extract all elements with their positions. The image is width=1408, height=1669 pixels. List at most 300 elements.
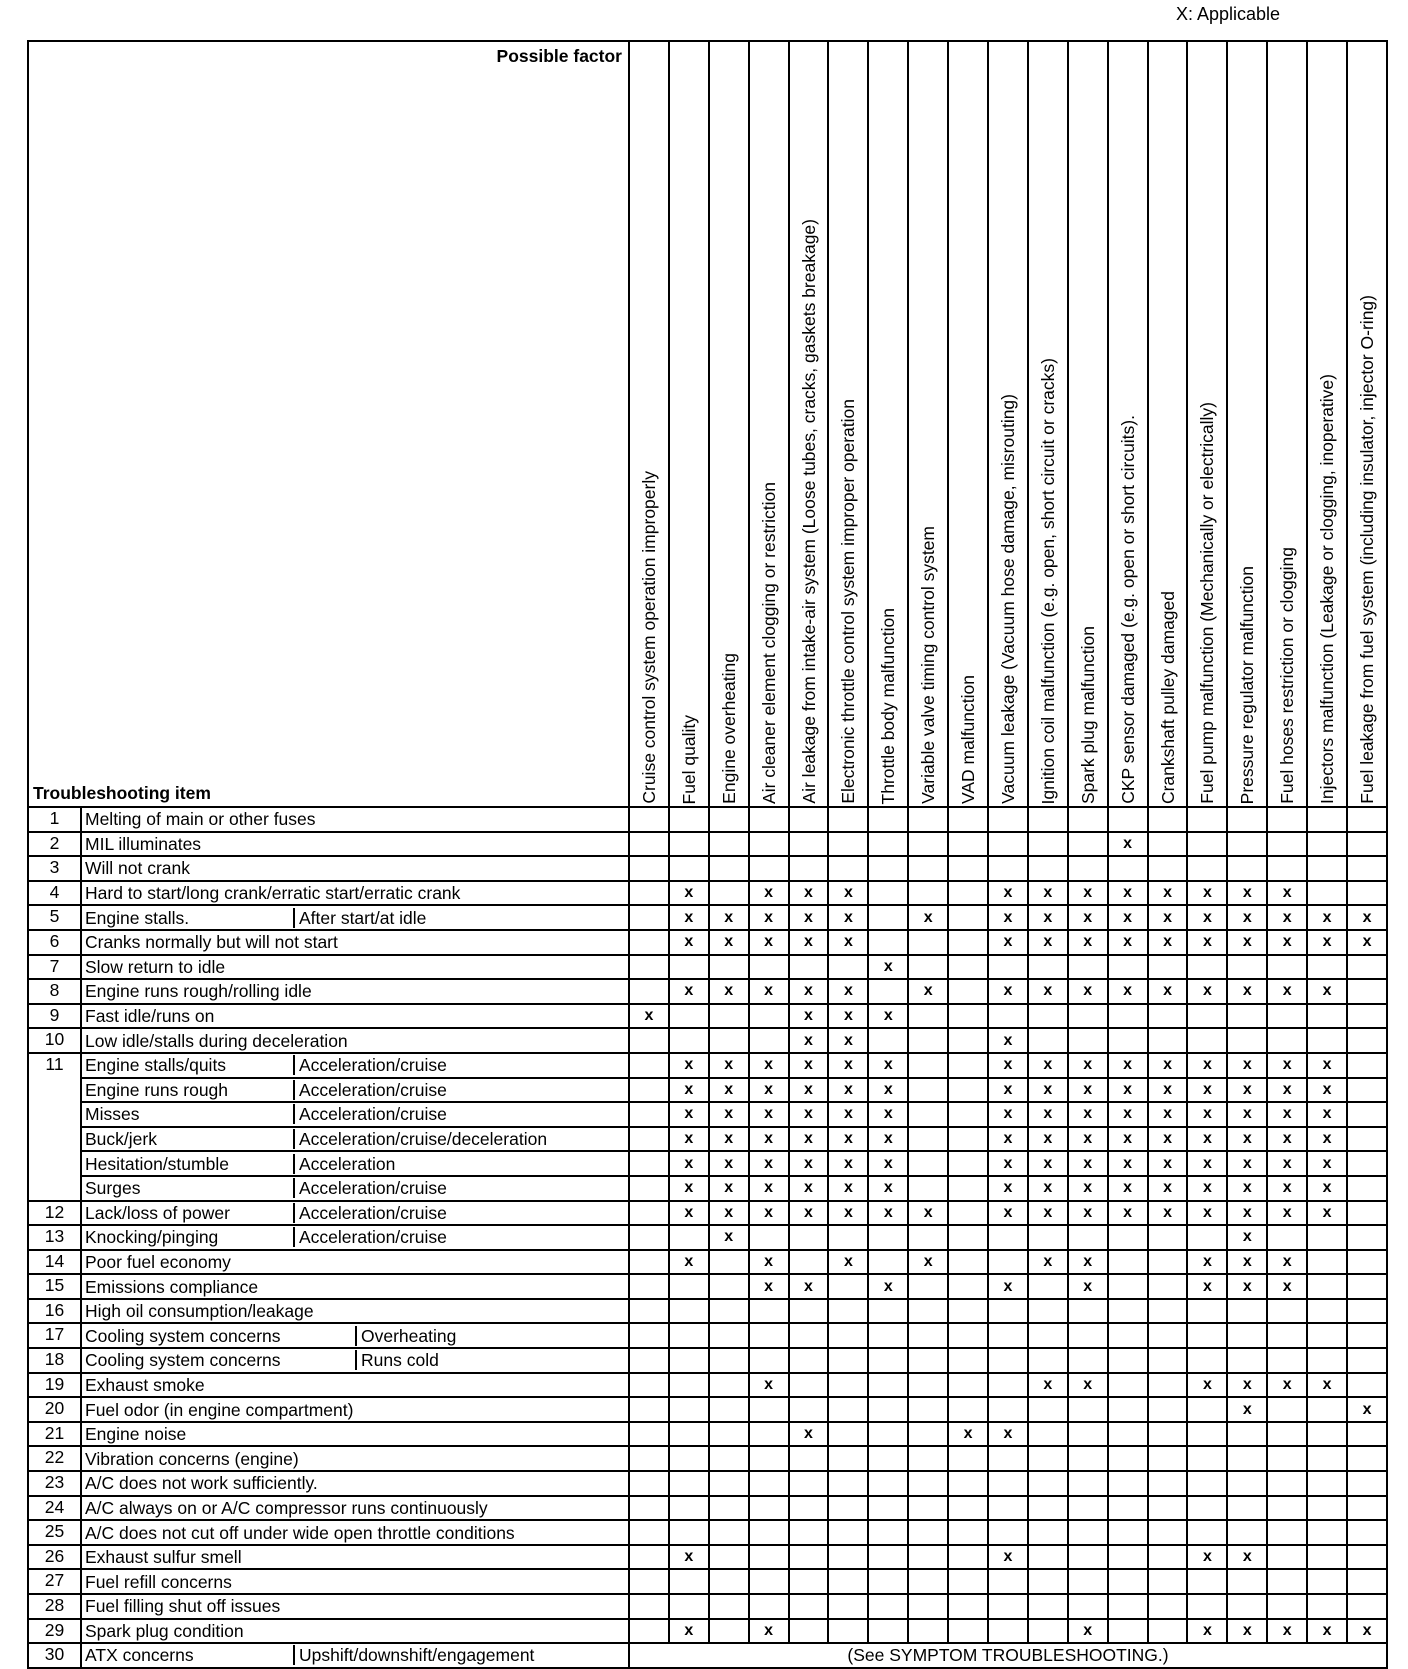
- table-row: [28, 881, 1387, 906]
- applicability-cell: [669, 1446, 709, 1471]
- row-number: 6: [28, 930, 81, 955]
- applicability-cell: [988, 1348, 1028, 1373]
- applicability-cell: [669, 856, 709, 881]
- applicability-cell: [908, 1594, 948, 1619]
- applicability-cell: [1187, 1496, 1227, 1521]
- applicability-cell: [629, 1225, 669, 1250]
- applicable-mark: x: [1187, 905, 1227, 930]
- troubleshooting-item: [81, 1323, 629, 1348]
- applicability-cell: [1187, 1397, 1227, 1422]
- applicability-cell: [1227, 1004, 1267, 1029]
- troubleshooting-item: Emissions compliance: [81, 1274, 629, 1299]
- applicable-mark: x: [1028, 1201, 1068, 1226]
- applicable-mark: x: [1068, 979, 1108, 1004]
- applicability-cell: [709, 1446, 749, 1471]
- applicable-mark: x: [1187, 1274, 1227, 1299]
- applicability-cell: [868, 1373, 908, 1398]
- applicable-mark: x: [1307, 1201, 1347, 1226]
- applicable-mark: x: [749, 1250, 789, 1275]
- factor-label: Injectors malfunction (Leakage or clogging, inoperative): [1317, 374, 1338, 804]
- applicable-mark: x: [1227, 979, 1267, 1004]
- applicability-cell: [1347, 1053, 1387, 1078]
- factor-header: [1227, 41, 1267, 807]
- troubleshooting-item: [81, 1102, 629, 1127]
- applicable-mark: x: [828, 1201, 868, 1226]
- applicable-mark: x: [1227, 881, 1267, 906]
- applicability-cell: [1347, 1446, 1387, 1471]
- applicability-cell: [908, 1397, 948, 1422]
- applicable-mark: x: [1227, 1225, 1267, 1250]
- troubleshooting-item: Fuel refill concerns: [81, 1569, 629, 1594]
- applicability-cell: [629, 955, 669, 980]
- troubleshooting-item: Fuel filling shut off issues: [81, 1594, 629, 1619]
- item-name: Cooling system concerns: [85, 1350, 357, 1370]
- applicability-cell: [1108, 1520, 1148, 1545]
- applicability-cell: [1148, 1373, 1188, 1398]
- applicability-cell: [948, 881, 988, 906]
- row-number: 29: [28, 1619, 81, 1644]
- applicability-cell: [789, 1225, 829, 1250]
- applicability-cell: [1347, 979, 1387, 1004]
- item-condition: Acceleration/cruise: [299, 1178, 447, 1199]
- applicability-cell: [629, 1446, 669, 1471]
- row-number: 8: [28, 979, 81, 1004]
- applicable-mark: x: [1108, 1201, 1148, 1226]
- applicable-mark: x: [988, 930, 1028, 955]
- applicability-cell: [908, 856, 948, 881]
- applicable-mark: x: [1068, 1053, 1108, 1078]
- applicability-cell: [988, 832, 1028, 857]
- table-row: [28, 1176, 1387, 1201]
- header-row: [28, 41, 1387, 807]
- table-row: [28, 1250, 1387, 1275]
- applicability-cell: [1227, 1569, 1267, 1594]
- applicable-mark: x: [828, 1127, 868, 1152]
- applicability-cell: [1068, 856, 1108, 881]
- applicability-cell: [948, 807, 988, 832]
- applicability-cell: [749, 1422, 789, 1447]
- applicable-mark: x: [988, 1053, 1028, 1078]
- applicability-cell: [868, 856, 908, 881]
- applicable-mark: x: [669, 930, 709, 955]
- applicability-cell: [789, 1299, 829, 1324]
- applicability-cell: [828, 1225, 868, 1250]
- applicability-cell: [1347, 1569, 1387, 1594]
- factor-label: Pressure regulator malfunction: [1237, 565, 1258, 804]
- applicability-cell: [1148, 1594, 1188, 1619]
- applicable-mark: x: [1307, 1053, 1347, 1078]
- applicable-mark: x: [868, 1201, 908, 1226]
- row-number: 30: [28, 1643, 81, 1668]
- applicability-cell: [1347, 1201, 1387, 1226]
- applicability-cell: [988, 1250, 1028, 1275]
- applicability-cell: [1267, 955, 1307, 980]
- applicability-cell: [908, 1004, 948, 1029]
- troubleshooting-item: [81, 1053, 629, 1078]
- applicability-cell: [868, 1028, 908, 1053]
- table-row: [28, 1545, 1387, 1570]
- applicability-cell: [1068, 1569, 1108, 1594]
- applicable-mark: x: [1028, 1250, 1068, 1275]
- applicability-cell: [948, 1004, 988, 1029]
- table-row: [28, 1619, 1387, 1644]
- row-number: 13: [28, 1225, 81, 1250]
- item-condition: Acceleration: [299, 1153, 396, 1174]
- applicable-mark: x: [709, 1151, 749, 1176]
- applicable-mark: x: [988, 1151, 1028, 1176]
- applicability-cell: [868, 1520, 908, 1545]
- item-with-condition: [85, 1154, 628, 1174]
- troubleshooting-item: [81, 1643, 629, 1668]
- applicable-mark: x: [1068, 930, 1108, 955]
- applicable-mark: x: [868, 1004, 908, 1029]
- applicability-cell: [1187, 856, 1227, 881]
- applicability-cell: [669, 1569, 709, 1594]
- applicability-cell: [629, 881, 669, 906]
- applicable-mark: x: [1267, 1274, 1307, 1299]
- applicability-cell: [828, 1471, 868, 1496]
- applicability-cell: [1307, 1323, 1347, 1348]
- applicable-mark: x: [709, 1053, 749, 1078]
- applicability-cell: [749, 807, 789, 832]
- applicable-mark: x: [828, 1004, 868, 1029]
- applicability-cell: [1068, 1225, 1108, 1250]
- row-number: 25: [28, 1520, 81, 1545]
- applicability-cell: [1108, 1422, 1148, 1447]
- factor-label: Crankshaft pulley damaged: [1157, 590, 1178, 804]
- applicability-cell: [1028, 1496, 1068, 1521]
- applicability-cell: [988, 1594, 1028, 1619]
- applicable-mark: x: [1227, 1078, 1267, 1103]
- applicability-cell: [1187, 1569, 1227, 1594]
- header-corner: [28, 41, 629, 807]
- applicability-cell: [789, 1496, 829, 1521]
- applicable-mark: x: [1307, 979, 1347, 1004]
- applicable-mark: x: [1267, 1127, 1307, 1152]
- applicable-mark: x: [1108, 930, 1148, 955]
- applicability-cell: [868, 905, 908, 930]
- factor-header: [908, 41, 948, 807]
- applicability-cell: [1307, 807, 1347, 832]
- applicability-cell: [868, 1446, 908, 1471]
- applicable-mark: x: [789, 1028, 829, 1053]
- applicability-cell: [1108, 1225, 1148, 1250]
- applicability-cell: [1028, 856, 1068, 881]
- applicability-cell: [1108, 1594, 1148, 1619]
- applicability-cell: [828, 1520, 868, 1545]
- applicability-cell: [948, 1028, 988, 1053]
- applicability-cell: [988, 1323, 1028, 1348]
- applicability-cell: [868, 1619, 908, 1644]
- applicable-mark: x: [789, 1176, 829, 1201]
- applicable-mark: x: [669, 1201, 709, 1226]
- applicability-cell: [1028, 807, 1068, 832]
- applicable-mark: x: [669, 1176, 709, 1201]
- row-number: 26: [28, 1545, 81, 1570]
- applicability-cell: [908, 1225, 948, 1250]
- applicable-mark: x: [1028, 1151, 1068, 1176]
- applicability-cell: [789, 1446, 829, 1471]
- applicability-cell: [749, 1594, 789, 1619]
- applicability-cell: [789, 1250, 829, 1275]
- applicable-mark: x: [1068, 905, 1108, 930]
- applicability-cell: [669, 1225, 709, 1250]
- applicable-mark: x: [669, 1078, 709, 1103]
- applicability-cell: [1148, 1299, 1188, 1324]
- applicable-mark: x: [868, 1078, 908, 1103]
- applicability-cell: [948, 930, 988, 955]
- applicable-mark: x: [669, 905, 709, 930]
- applicability-cell: [1028, 1004, 1068, 1029]
- applicable-mark: x: [1227, 1274, 1267, 1299]
- applicability-cell: [828, 1323, 868, 1348]
- applicable-mark: x: [1227, 1545, 1267, 1570]
- applicable-mark: x: [1227, 1619, 1267, 1644]
- applicability-cell: [1347, 1250, 1387, 1275]
- applicability-cell: [1187, 832, 1227, 857]
- applicability-cell: [1028, 1348, 1068, 1373]
- troubleshooting-item: Poor fuel economy: [81, 1250, 629, 1275]
- table-row: [28, 1471, 1387, 1496]
- applicability-cell: [1068, 1323, 1108, 1348]
- applicable-mark: x: [749, 930, 789, 955]
- applicability-cell: [1267, 1422, 1307, 1447]
- applicable-mark: x: [1227, 1373, 1267, 1398]
- applicability-cell: [709, 1323, 749, 1348]
- applicable-mark: x: [1187, 1127, 1227, 1152]
- applicability-cell: [948, 1299, 988, 1324]
- applicable-mark: x: [749, 1053, 789, 1078]
- troubleshooting-item: Hard to start/long crank/erratic start/erratic crank: [81, 881, 629, 906]
- applicability-cell: [709, 1471, 749, 1496]
- applicability-cell: [868, 807, 908, 832]
- applicability-cell: [1267, 807, 1307, 832]
- troubleshooting-item: Exhaust sulfur smell: [81, 1545, 629, 1570]
- applicable-mark: x: [1148, 1102, 1188, 1127]
- applicability-cell: [1068, 1348, 1108, 1373]
- applicability-cell: [1028, 832, 1068, 857]
- applicability-cell: [1068, 832, 1108, 857]
- factor-label: VAD malfunction: [958, 674, 979, 804]
- applicable-mark: x: [988, 1422, 1028, 1447]
- row-number: 4: [28, 881, 81, 906]
- applicability-cell: [1307, 1594, 1347, 1619]
- applicable-mark: x: [868, 1274, 908, 1299]
- applicable-mark: x: [1148, 881, 1188, 906]
- applicability-cell: [1028, 1299, 1068, 1324]
- troubleshooting-item: [81, 1151, 629, 1176]
- applicability-cell: [1028, 1028, 1068, 1053]
- applicability-cell: [1028, 1397, 1068, 1422]
- applicability-cell: [629, 1201, 669, 1226]
- applicability-cell: [1267, 1471, 1307, 1496]
- applicable-mark: x: [1108, 905, 1148, 930]
- factor-label: Fuel quality: [678, 714, 699, 804]
- legend-applicable: X: Applicable: [1176, 4, 1281, 24]
- applicable-mark: x: [1148, 1176, 1188, 1201]
- table-row: [28, 1348, 1387, 1373]
- applicability-cell: [789, 1471, 829, 1496]
- applicability-cell: [908, 1151, 948, 1176]
- table-row: [28, 1151, 1387, 1176]
- applicable-mark: x: [1108, 832, 1148, 857]
- applicability-cell: [1347, 1348, 1387, 1373]
- applicability-cell: [709, 1569, 749, 1594]
- factor-header: [1267, 41, 1307, 807]
- table-row: [28, 1422, 1387, 1447]
- applicable-mark: x: [1227, 1151, 1267, 1176]
- applicability-cell: [1028, 1619, 1068, 1644]
- item-with-condition: [85, 1178, 628, 1198]
- applicability-cell: [828, 1397, 868, 1422]
- applicability-cell: [908, 1102, 948, 1127]
- item-name: Lack/loss of power: [85, 1203, 295, 1223]
- troubleshooting-item: [81, 1348, 629, 1373]
- applicable-mark: x: [1108, 881, 1148, 906]
- row-number: 2: [28, 832, 81, 857]
- applicable-mark: x: [1307, 1373, 1347, 1398]
- applicability-cell: [1187, 1004, 1227, 1029]
- applicability-cell: [749, 1446, 789, 1471]
- row-number: 7: [28, 955, 81, 980]
- item-name: Engine stalls.: [85, 908, 295, 928]
- item-with-condition: [85, 1350, 628, 1370]
- applicability-cell: [948, 1274, 988, 1299]
- applicable-mark: x: [908, 905, 948, 930]
- applicability-cell: [868, 1348, 908, 1373]
- applicability-cell: [908, 930, 948, 955]
- applicability-cell: [988, 856, 1028, 881]
- applicability-cell: [749, 1299, 789, 1324]
- applicability-cell: [629, 930, 669, 955]
- applicable-mark: x: [749, 1619, 789, 1644]
- item-name: ATX concerns: [85, 1645, 295, 1665]
- item-name: Knocking/pinging: [85, 1227, 295, 1247]
- row-number: 15: [28, 1274, 81, 1299]
- applicable-mark: x: [1267, 1102, 1307, 1127]
- applicability-cell: [789, 1323, 829, 1348]
- applicability-cell: [1347, 807, 1387, 832]
- applicable-mark: x: [789, 905, 829, 930]
- applicable-mark: x: [1187, 930, 1227, 955]
- troubleshooting-item: Cranks normally but will not start: [81, 930, 629, 955]
- applicable-mark: x: [1227, 930, 1267, 955]
- applicability-cell: [629, 856, 669, 881]
- table-row: [28, 1102, 1387, 1127]
- applicable-mark: x: [789, 1078, 829, 1103]
- troubleshooting-item: [81, 1127, 629, 1152]
- applicability-cell: [1347, 1274, 1387, 1299]
- applicable-mark: x: [1108, 979, 1148, 1004]
- applicability-cell: [1307, 1471, 1347, 1496]
- applicability-cell: [828, 1619, 868, 1644]
- row-number: 11: [28, 1053, 81, 1201]
- applicable-mark: x: [669, 1545, 709, 1570]
- applicability-cell: [789, 807, 829, 832]
- applicable-mark: x: [1108, 1102, 1148, 1127]
- applicable-mark: x: [709, 1176, 749, 1201]
- troubleshooting-item: MIL illuminates: [81, 832, 629, 857]
- applicable-mark: x: [749, 1127, 789, 1152]
- applicable-mark: x: [1267, 1151, 1307, 1176]
- item-condition: Acceleration/cruise: [299, 1104, 447, 1125]
- applicability-cell: [629, 1471, 669, 1496]
- table-row: [28, 1028, 1387, 1053]
- applicability-cell: [908, 1078, 948, 1103]
- table-row: [28, 1397, 1387, 1422]
- applicability-cell: [868, 1397, 908, 1422]
- factor-label: Fuel leakage from fuel system (including insulator, injector O-ring): [1357, 295, 1378, 804]
- applicability-cell: [1187, 1323, 1227, 1348]
- table-row: [28, 856, 1387, 881]
- applicability-cell: [1108, 1471, 1148, 1496]
- applicable-mark: x: [908, 979, 948, 1004]
- applicability-cell: [749, 1569, 789, 1594]
- applicable-mark: x: [828, 881, 868, 906]
- troubleshooting-item: Fuel odor (in engine compartment): [81, 1397, 629, 1422]
- applicability-cell: [1227, 856, 1267, 881]
- applicability-cell: [868, 1471, 908, 1496]
- applicability-cell: [749, 955, 789, 980]
- applicability-cell: [1187, 1422, 1227, 1447]
- applicable-mark: x: [669, 1151, 709, 1176]
- applicable-mark: x: [1307, 1176, 1347, 1201]
- applicable-mark: x: [1108, 1151, 1148, 1176]
- applicability-cell: [1347, 1004, 1387, 1029]
- item-condition: Runs cold: [361, 1350, 439, 1371]
- applicability-cell: [988, 1619, 1028, 1644]
- applicable-mark: x: [1267, 1619, 1307, 1644]
- applicable-mark: x: [868, 955, 908, 980]
- applicable-mark: x: [988, 1127, 1028, 1152]
- factor-label: Fuel pump malfunction (Mechanically or electrically): [1197, 402, 1218, 804]
- item-name: Engine stalls/quits: [85, 1055, 295, 1075]
- applicability-cell: [669, 1323, 709, 1348]
- applicability-cell: [1148, 807, 1188, 832]
- troubleshooting-item: [81, 1201, 629, 1226]
- applicability-cell: [1187, 1520, 1227, 1545]
- applicability-cell: [789, 1569, 829, 1594]
- applicable-mark: x: [1148, 979, 1188, 1004]
- troubleshooting-item: A/C does not cut off under wide open throttle conditions: [81, 1520, 629, 1545]
- applicability-cell: [948, 1225, 988, 1250]
- applicability-cell: [1307, 1299, 1347, 1324]
- applicability-cell: [1068, 1397, 1108, 1422]
- table-row: [28, 1373, 1387, 1398]
- applicability-cell: [1028, 1471, 1068, 1496]
- applicability-cell: [789, 1373, 829, 1398]
- applicability-cell: [1108, 1028, 1148, 1053]
- applicable-mark: x: [1347, 1619, 1387, 1644]
- applicable-mark: x: [1307, 1127, 1347, 1152]
- applicability-cell: [669, 1028, 709, 1053]
- applicability-cell: [629, 1151, 669, 1176]
- row-number: 9: [28, 1004, 81, 1029]
- table-row: [28, 1323, 1387, 1348]
- applicability-cell: [1347, 856, 1387, 881]
- applicability-cell: [1148, 1545, 1188, 1570]
- applicable-mark: x: [1028, 1102, 1068, 1127]
- applicability-cell: [1148, 1422, 1188, 1447]
- applicable-mark: x: [1347, 930, 1387, 955]
- factor-header: [669, 41, 709, 807]
- applicability-cell: [749, 1004, 789, 1029]
- applicability-cell: [1148, 1496, 1188, 1521]
- applicability-cell: [1187, 1028, 1227, 1053]
- item-condition: Acceleration/cruise: [299, 1079, 447, 1100]
- table-row: [28, 905, 1387, 930]
- applicability-cell: [1267, 1446, 1307, 1471]
